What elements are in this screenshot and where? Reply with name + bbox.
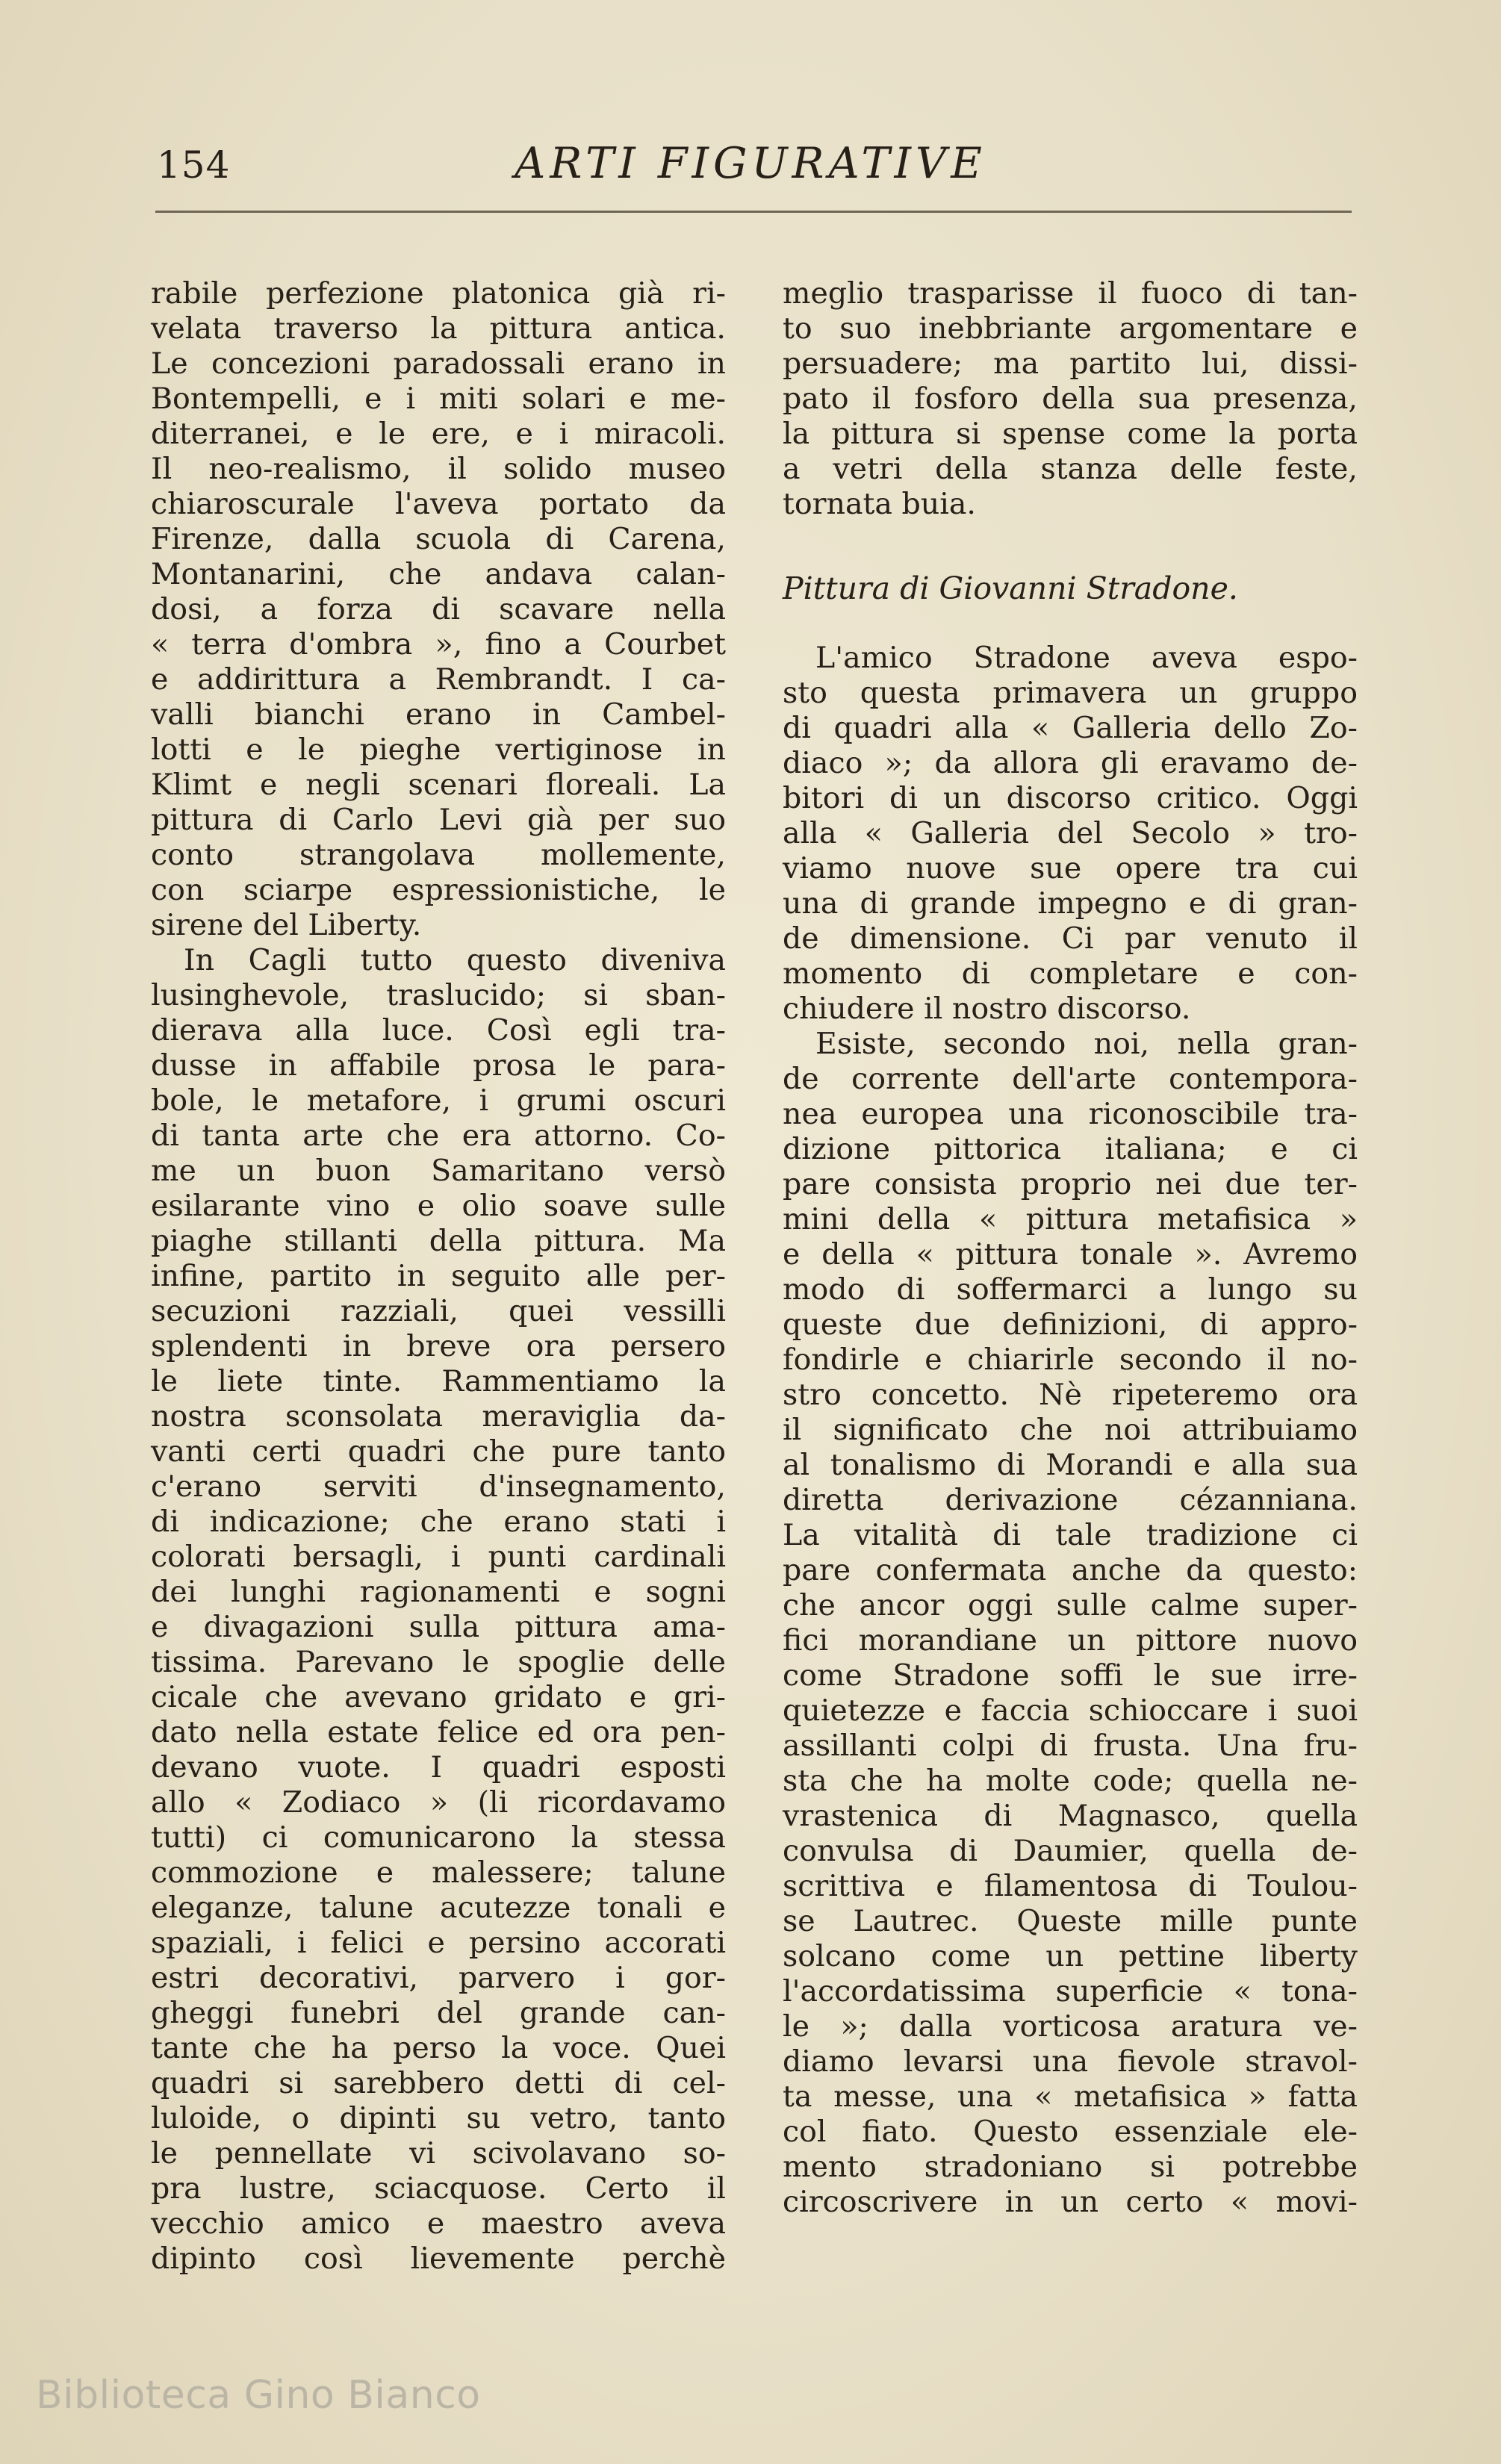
text-line: « terra d'ombra », fino a Courbet [151,627,726,662]
text-line: di tanta arte che era attorno. Co- [151,1119,726,1153]
text-line: scrittiva e filamentosa di Toulou- [783,1869,1358,1903]
text-line: colorati bersagli, i punti cardinali [151,1540,726,1574]
text-line: e della « pittura tonale ». Avremo [783,1237,1358,1272]
text-line: queste due definizioni, di appro- [783,1307,1358,1342]
text-line: meglio trasparisse il fuoco di tan- [783,276,1358,311]
running-title: ARTI FIGURATIVE [515,139,986,188]
text-line: vanti certi quadri che pure tanto [151,1434,726,1469]
text-line: cicale che avevano gridato e gri- [151,1680,726,1714]
text-line: ta messe, una « metafisica » fatta [783,2079,1358,2114]
right-column [783,276,1358,2220]
text-line: gheggi funebri del grande can- [151,1996,726,2030]
text-line: me un buon Samaritano versò [151,1154,726,1188]
page-number: 154 [157,143,231,187]
text-line: diamo levarsi una fievole stravol- [783,2044,1358,2079]
text-line: se Lautrec. Queste mille punte [783,1904,1358,1938]
text-line: pato il fosforo della sua presenza, [783,382,1358,416]
text-line: Klimt e negli scenari floreali. La [151,768,726,802]
text-line: chiaroscurale l'aveva portato da [151,487,726,521]
text-line: dato nella estate felice ed ora pen- [151,1715,726,1749]
text-line: conto strangolava mollemente, [151,838,726,872]
text-line: pare consista proprio nei due ter- [783,1167,1358,1201]
text-line: spaziali, i felici e persino accorati [151,1926,726,1960]
text-line: una di grande impegno e di gran- [783,886,1358,921]
text-line: luloide, o dipinti su vetro, tanto [151,2101,726,2135]
text-line: a vetri della stanza delle feste, [783,452,1358,486]
text-line: dipinto così lievemente perchè [151,2241,726,2276]
text-line: splendenti in breve ora persero [151,1329,726,1363]
text-line: piaghe stillanti della pittura. Ma [151,1224,726,1258]
text-line: le pennellate vi scivolavano so- [151,2136,726,2171]
text-line: solcano come un pettine liberty [783,1939,1358,1973]
text-line: come Stradone soffi le sue irre- [783,1658,1358,1693]
section-spacer [783,606,1358,641]
text-line: c'erano serviti d'insegnamento, [151,1469,726,1504]
text-line: dusse in affabile prosa le para- [151,1048,726,1083]
text-line: esilarante vino e olio soave sulle [151,1189,726,1223]
text-line: Il neo-realismo, il solido museo [151,452,726,486]
text-line: fondirle e chiarirle secondo il no- [783,1343,1358,1377]
header-rule [155,211,1352,213]
text-line: di indicazione; che erano stati i [151,1505,726,1539]
text-line: sta che ha molte code; quella ne- [783,1764,1358,1798]
text-line: tutti) ci comunicarono la stessa [151,1820,726,1855]
text-line: tante che ha perso la voce. Quei [151,2031,726,2065]
text-line: e addirittura a Rembrandt. I ca- [151,662,726,697]
text-line: la pittura si spense come la porta [783,417,1358,451]
text-line: pittura di Carlo Levi già per suo [151,803,726,837]
text-line: sto questa primavera un gruppo [783,676,1358,710]
text-line: eleganze, talune acutezze tonali e [151,1891,726,1925]
text-line: tissima. Parevano le spoglie delle [151,1645,726,1679]
text-line: Montanarini, che andava calan- [151,557,726,591]
text-line: assillanti colpi di frusta. Una fru- [783,1729,1358,1763]
library-watermark: Biblioteca Gino Bianco [36,2373,481,2418]
text-line: le »; dalla vorticosa aratura ve- [783,2009,1358,2044]
text-line: dizione pittorica italiana; e ci [783,1132,1358,1166]
text-line: al tonalismo di Morandi e alla sua [783,1448,1358,1482]
text-line: Bontempelli, e i miti solari e me- [151,382,726,416]
text-line: Esiste, secondo noi, nella gran- [815,1027,1358,1061]
text-line: de dimensione. Ci par venuto il [783,921,1358,956]
text-line: rabile perfezione platonica già ri- [151,276,726,311]
text-line: dosi, a forza di scavare nella [151,592,726,626]
text-line: dierava alla luce. Così egli tra- [151,1013,726,1048]
text-line: secuzioni razziali, quei vessilli [151,1294,726,1328]
text-line: momento di completare e con- [783,956,1358,991]
text-line: nea europea una riconoscibile tra- [783,1097,1358,1131]
text-line: l'accordatissima superficie « tona- [783,1974,1358,2009]
text-line: to suo inebbriante argomentare e [783,311,1358,346]
text-line: infine, partito in seguito alle per- [151,1259,726,1293]
text-line: tornata buia. [783,487,976,521]
text-line: alla « Galleria del Secolo » tro- [783,816,1358,850]
text-line: quietezze e faccia schioccare i suoi [783,1693,1358,1728]
text-line: vecchio amico e maestro aveva [151,2206,726,2241]
text-line: e divagazioni sulla pittura ama- [151,1610,726,1644]
text-line: de corrente dell'arte contempora- [783,1062,1358,1096]
section-spacer [783,522,1358,571]
text-line: che ancor oggi sulle calme super- [783,1588,1358,1623]
text-line: mento stradoniano si potrebbe [783,2150,1358,2184]
text-line: quadri si sarebbero detti di cel- [151,2066,726,2100]
text-line: mini della « pittura metafisica » [783,1202,1358,1236]
text-line: di quadri alla « Galleria dello Zo- [783,711,1358,745]
text-line: estri decorativi, parvero i gor- [151,1961,726,1995]
section-heading: Pittura di Giovanni Stradone. [783,570,1238,606]
text-line: L'amico Stradone aveva espo- [815,641,1358,675]
text-line: La vitalità di tale tradizione ci [783,1518,1358,1552]
text-line: valli bianchi erano in Cambel- [151,697,726,732]
text-line: modo di soffermarci a lungo su [783,1272,1358,1307]
text-line: pare confermata anche da questo: [783,1553,1358,1587]
text-line: chiudere il nostro discorso. [783,992,1191,1026]
text-line: persuadere; ma partito lui, dissi- [783,346,1358,381]
text-line: vrastenica di Magnasco, quella [783,1799,1358,1833]
text-line: fici morandiane un pittore nuovo [783,1623,1358,1658]
text-line: nostra sconsolata meraviglia da- [151,1399,726,1434]
text-line: lusinghevole, traslucido; si sban- [151,978,726,1012]
text-line: lotti e le pieghe vertiginose in [151,732,726,767]
text-line: velata traverso la pittura antica. [151,311,726,346]
text-line: con sciarpe espressionistiche, le [151,873,726,907]
text-line: convulsa di Daumier, quella de- [783,1834,1358,1868]
text-line: Le concezioni paradossali erano in [151,346,726,381]
text-line: pra lustre, sciacquose. Certo il [151,2171,726,2206]
text-line: In Cagli tutto questo diveniva [184,943,726,977]
text-line: diaco »; da allora gli eravamo de- [783,746,1358,780]
text-line: diretta derivazione cézanniana. [783,1483,1358,1517]
text-line: stro concetto. Nè ripeteremo ora [783,1378,1358,1412]
text-line: commozione e malessere; talune [151,1855,726,1890]
text-line: allo « Zodiaco » (li ricordavamo [151,1785,726,1820]
text-line: bitori di un discorso critico. Oggi [783,781,1358,815]
text-line: il significato che noi attribuiamo [783,1413,1358,1447]
text-line: diterranei, e le ere, e i miracoli. [151,417,726,451]
text-line: viamo nuove sue opere tra cui [783,851,1358,886]
text-line: dei lunghi ragionamenti e sogni [151,1575,726,1609]
text-line: circoscrivere in un certo « movi- [783,2185,1358,2219]
text-line: col fiato. Questo essenziale ele- [783,2115,1358,2149]
text-line: devano vuote. I quadri esposti [151,1750,726,1785]
text-line: Firenze, dalla scuola di Carena, [151,522,726,556]
text-line: sirene del Liberty. [151,908,422,942]
left-column [151,276,726,2277]
text-line: bole, le metafore, i grumi oscuri [151,1083,726,1118]
text-line: le liete tinte. Rammentiamo la [151,1364,726,1399]
